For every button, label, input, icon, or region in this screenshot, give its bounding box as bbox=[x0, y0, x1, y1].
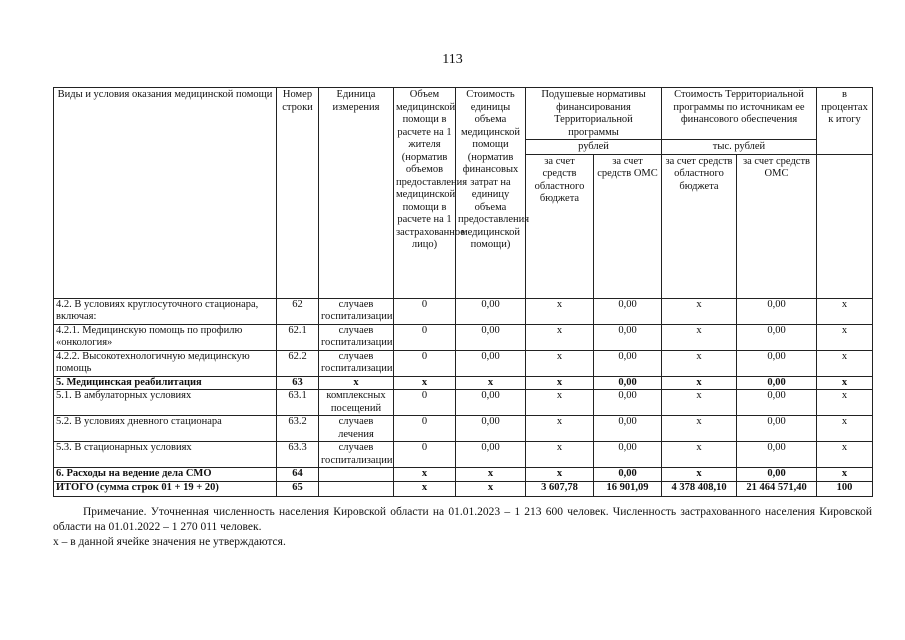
cell-percent: х bbox=[817, 416, 873, 442]
cell-t-oms: 0,00 bbox=[737, 376, 817, 390]
header-pc-oms: за счет средств ОМС bbox=[594, 154, 662, 298]
cell-percent: х bbox=[817, 324, 873, 350]
cell-cost: 0,00 bbox=[456, 350, 526, 376]
cell-t-budget: х bbox=[662, 324, 737, 350]
cell-no: 62.1 bbox=[277, 324, 319, 350]
cell-pc-budget: 3 607,78 bbox=[526, 481, 594, 496]
cell-percent: 100 bbox=[817, 481, 873, 496]
cell-t-oms: 21 464 571,40 bbox=[737, 481, 817, 496]
header-volume: Объем медицинской помощи в расчете на 1 жителя (норматив объемов предоставления медицинской помощи в расчете на 1 застрахованное лицо) bbox=[394, 88, 456, 299]
cell-volume: 0 bbox=[394, 298, 456, 324]
cell-percent: х bbox=[817, 350, 873, 376]
cell-t-budget: х bbox=[662, 376, 737, 390]
cell-volume: х bbox=[394, 468, 456, 482]
cell-pc-budget: х bbox=[526, 468, 594, 482]
cell-unit: случаев госпитализации bbox=[319, 442, 394, 468]
cell-no: 63 bbox=[277, 376, 319, 390]
cell-cost: 0,00 bbox=[456, 298, 526, 324]
cell-no: 63.2 bbox=[277, 416, 319, 442]
cell-unit: случаев госпитализации bbox=[319, 298, 394, 324]
cell-pc-oms: 16 901,09 bbox=[594, 481, 662, 496]
table-row bbox=[54, 298, 873, 324]
cell-t-oms: 0,00 bbox=[737, 468, 817, 482]
cell-unit: случаев лечения bbox=[319, 416, 394, 442]
cell-t-oms: 0,00 bbox=[737, 416, 817, 442]
cell-unit bbox=[319, 481, 394, 496]
table-row bbox=[54, 350, 873, 376]
cell-cost: 0,00 bbox=[456, 442, 526, 468]
table-row bbox=[54, 390, 873, 416]
cell-pc-budget: х bbox=[526, 442, 594, 468]
cell-percent: х bbox=[817, 390, 873, 416]
cell-pc-oms: 0,00 bbox=[594, 324, 662, 350]
cell-t-budget: х bbox=[662, 416, 737, 442]
header-rubles: рублей bbox=[526, 140, 662, 155]
header-territorial: Стоимость Территориальной программы по источникам ее финансового обеспечения bbox=[662, 88, 817, 140]
cell-cost: 0,00 bbox=[456, 324, 526, 350]
page-number: 113 bbox=[442, 52, 463, 67]
cell-no: 62.2 bbox=[277, 350, 319, 376]
header-unit: Единица измерения bbox=[319, 88, 394, 299]
table-row bbox=[54, 376, 873, 390]
cell-t-budget: х bbox=[662, 442, 737, 468]
cell-unit: случаев госпитализации bbox=[319, 324, 394, 350]
cell-unit: комплексных посещений bbox=[319, 390, 394, 416]
cell-t-oms: 0,00 bbox=[737, 442, 817, 468]
cell-cost: 0,00 bbox=[456, 390, 526, 416]
cell-unit: случаев госпитализации bbox=[319, 350, 394, 376]
cell-unit bbox=[319, 468, 394, 482]
table-body bbox=[54, 298, 873, 496]
cell-pc-budget: х bbox=[526, 350, 594, 376]
cell-volume: 0 bbox=[394, 390, 456, 416]
notes bbox=[53, 505, 872, 550]
header-pc-budget: за счет средств областного бюджета bbox=[526, 154, 594, 298]
table-row bbox=[54, 324, 873, 350]
cell-percent: х bbox=[817, 442, 873, 468]
cell-name: ИТОГО (сумма строк 01 + 19 + 20) bbox=[54, 481, 277, 496]
cell-pc-budget: х bbox=[526, 298, 594, 324]
cell-no: 62 bbox=[277, 298, 319, 324]
cell-no: 63.3 bbox=[277, 442, 319, 468]
cell-unit: х bbox=[319, 376, 394, 390]
table-row bbox=[54, 481, 873, 496]
cell-volume: 0 bbox=[394, 442, 456, 468]
cell-t-oms: 0,00 bbox=[737, 298, 817, 324]
table-row bbox=[54, 468, 873, 482]
cell-name: 4.2.1. Медицинскую помощь по профилю «онкология» bbox=[54, 324, 277, 350]
cell-percent: х bbox=[817, 376, 873, 390]
note-population: Примечание. Уточненная численность населения Кировской области на 01.01.2023 – 1 213 600 человек. Численность застрахованного населения Кировской области на 01.01.2022 – 1 270 011 человек. bbox=[53, 506, 872, 533]
header-name: Виды и условия оказания медицинской помощи bbox=[54, 88, 277, 299]
cell-name: 4.2.2. Высокотехнологичную медицинскую помощь bbox=[54, 350, 277, 376]
table-row bbox=[54, 442, 873, 468]
cell-pc-oms: 0,00 bbox=[594, 390, 662, 416]
cell-volume: 0 bbox=[394, 324, 456, 350]
cell-no: 64 bbox=[277, 468, 319, 482]
cell-name: 5.3. В стационарных условиях bbox=[54, 442, 277, 468]
cell-t-oms: 0,00 bbox=[737, 324, 817, 350]
cell-pc-oms: 0,00 bbox=[594, 416, 662, 442]
header-cost: Стоимость единицы объема медицинской помощи (норматив финансовых затрат на единицу объема предоставления медицинской помощи) bbox=[456, 88, 526, 299]
cell-name: 6. Расходы на ведение дела СМО bbox=[54, 468, 277, 482]
cell-volume: х bbox=[394, 376, 456, 390]
header-row-number: Номер строки bbox=[277, 88, 319, 299]
cell-pc-budget: х bbox=[526, 324, 594, 350]
cell-name: 5.2. В условиях дневного стационара bbox=[54, 416, 277, 442]
cell-cost: 0,00 bbox=[456, 416, 526, 442]
cell-name: 5.1. В амбулаторных условиях bbox=[54, 390, 277, 416]
cell-pc-oms: 0,00 bbox=[594, 376, 662, 390]
cell-no: 65 bbox=[277, 481, 319, 496]
cell-cost: х bbox=[456, 481, 526, 496]
cell-t-budget: х bbox=[662, 390, 737, 416]
cell-volume: 0 bbox=[394, 350, 456, 376]
cell-t-oms: 0,00 bbox=[737, 350, 817, 376]
cell-percent: х bbox=[817, 468, 873, 482]
header-t-oms: за счет средств ОМС bbox=[737, 154, 817, 298]
cell-t-budget: х bbox=[662, 350, 737, 376]
header-thousand-rubles: тыс. рублей bbox=[662, 140, 817, 155]
header-per-capita: Подушевые нормативы финансирования Территориальной программы bbox=[526, 88, 662, 140]
cell-no: 63.1 bbox=[277, 390, 319, 416]
cell-pc-budget: х bbox=[526, 376, 594, 390]
cell-pc-oms: 0,00 bbox=[594, 298, 662, 324]
header-percent: в процентах к итогу bbox=[817, 88, 873, 155]
cell-t-budget: х bbox=[662, 468, 737, 482]
cell-volume: 0 bbox=[394, 416, 456, 442]
cell-t-oms: 0,00 bbox=[737, 390, 817, 416]
cell-t-budget: 4 378 408,10 bbox=[662, 481, 737, 496]
cell-pc-budget: х bbox=[526, 390, 594, 416]
cell-volume: х bbox=[394, 481, 456, 496]
cell-name: 4.2. В условиях круглосуточного стационара, включая: bbox=[54, 298, 277, 324]
cell-pc-oms: 0,00 bbox=[594, 350, 662, 376]
cell-name: 5. Медицинская реабилитация bbox=[54, 376, 277, 390]
note-x-legend: х – в данной ячейке значения не утверждаются. bbox=[53, 536, 286, 548]
cell-cost: х bbox=[456, 376, 526, 390]
cell-pc-oms: 0,00 bbox=[594, 442, 662, 468]
header-percent-spacer bbox=[817, 154, 873, 298]
cell-cost: х bbox=[456, 468, 526, 482]
cell-t-budget: х bbox=[662, 298, 737, 324]
header-t-budget: за счет средств областного бюджета bbox=[662, 154, 737, 298]
cell-pc-budget: х bbox=[526, 416, 594, 442]
financing-table bbox=[53, 87, 873, 497]
cell-percent: х bbox=[817, 298, 873, 324]
cell-pc-oms: 0,00 bbox=[594, 468, 662, 482]
table-row bbox=[54, 416, 873, 442]
